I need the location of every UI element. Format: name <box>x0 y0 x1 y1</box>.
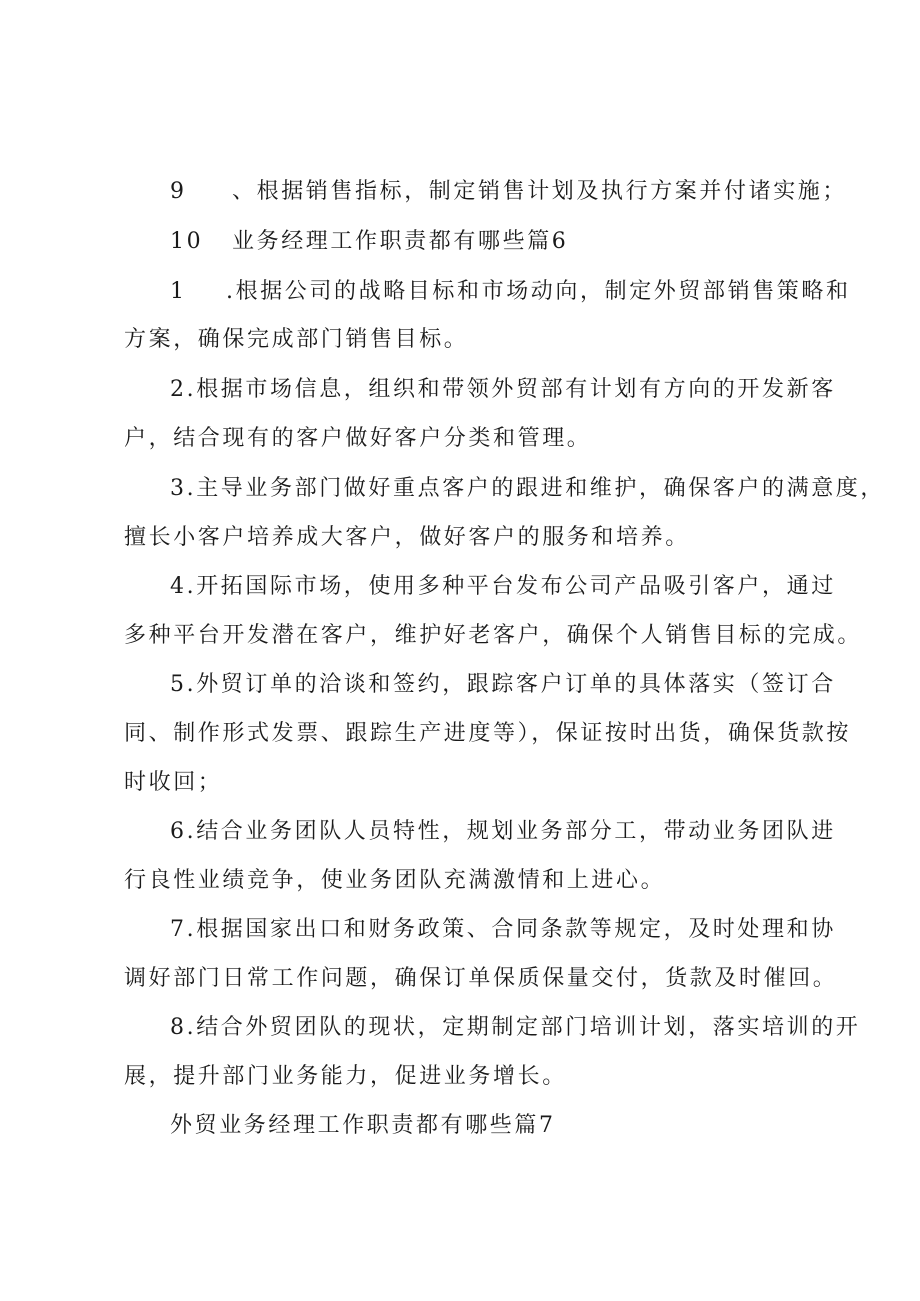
paragraph-3-continued: 擅长小客户培养成大客户，做好客户的服务和培养。 <box>124 525 690 550</box>
paragraph-number: 8 <box>170 1015 187 1040</box>
paragraph-4-continued: 多种平台开发潜在客户，维护好老客户，确保个人销售目标的完成。 <box>124 623 863 648</box>
paragraph-8 <box>170 1013 860 1043</box>
paragraph-3 <box>170 474 885 504</box>
paragraph-1-continued: 方案，确保完成部门销售目标。 <box>124 327 469 352</box>
paragraph-number: 6 <box>170 819 187 844</box>
paragraph-text: .根据市场信息，组织和带领外贸部有计划有方向的开发新客 <box>186 377 836 402</box>
paragraph-text: .结合外贸团队的现状，定期制定部门培训计划，落实培训的开 <box>186 1015 861 1040</box>
paragraph-5-continued-2: 时收回； <box>124 770 223 795</box>
paragraph-5-continued: 同、制作形式发票、跟踪生产进度等），保证按时出货，确保货款按 <box>124 721 852 746</box>
paragraph-text: .主导业务部门做好重点客户的跟进和维护，确保客户的满意度， <box>186 476 886 501</box>
paragraph-9 <box>170 177 847 207</box>
paragraph-number: 5 <box>170 672 187 697</box>
paragraph-number: 7 <box>170 917 187 942</box>
paragraph-1 <box>170 277 851 307</box>
paragraph-text: 业务经理工作职责都有哪些篇6 <box>232 229 569 254</box>
paragraph-number: 2 <box>170 377 187 402</box>
section-heading: 外贸业务经理工作职责都有哪些篇7 <box>170 1113 556 1138</box>
paragraph-number: 3 <box>170 476 187 501</box>
paragraph-6-continued: 行良性业绩竞争，使业务团队充满激情和上进心。 <box>124 868 666 893</box>
paragraph-text: .开拓国际市场，使用多种平台发布公司产品吸引客户，通过 <box>186 574 836 599</box>
paragraph-number: 9 <box>170 179 187 204</box>
paragraph-number: 4 <box>170 574 187 599</box>
paragraph-text: .外贸订单的洽谈和签约，跟踪客户订单的具体落实（签订合 <box>186 672 836 697</box>
paragraph-2 <box>170 375 836 405</box>
paragraph-8-continued: 展，提升部门业务能力，促进业务增长。 <box>124 1064 567 1089</box>
paragraph-7 <box>170 915 836 945</box>
paragraph-4 <box>170 572 836 602</box>
paragraph-text: .根据公司的战略目标和市场动向，制定外贸部销售策略和 <box>226 279 851 304</box>
paragraph-text: .结合业务团队人员特性，规划业务部分工，带动业务团队进 <box>186 819 836 844</box>
paragraph-text: .根据国家出口和财务政策、合同条款等规定，及时处理和协 <box>186 917 836 942</box>
paragraph-5 <box>170 670 836 700</box>
paragraph-number: 10 <box>170 229 204 254</box>
paragraph-text: 、根据销售指标，制定销售计划及执行方案并付诸实施； <box>232 179 848 204</box>
paragraph-10 <box>170 227 568 257</box>
paragraph-number: 1 <box>170 279 187 304</box>
paragraph-2-continued: 户，结合现有的客户做好客户分类和管理。 <box>124 426 592 451</box>
paragraph-6 <box>170 817 836 847</box>
paragraph-7-continued: 调好部门日常工作问题，确保订单保质保量交付，货款及时催回。 <box>124 966 838 991</box>
